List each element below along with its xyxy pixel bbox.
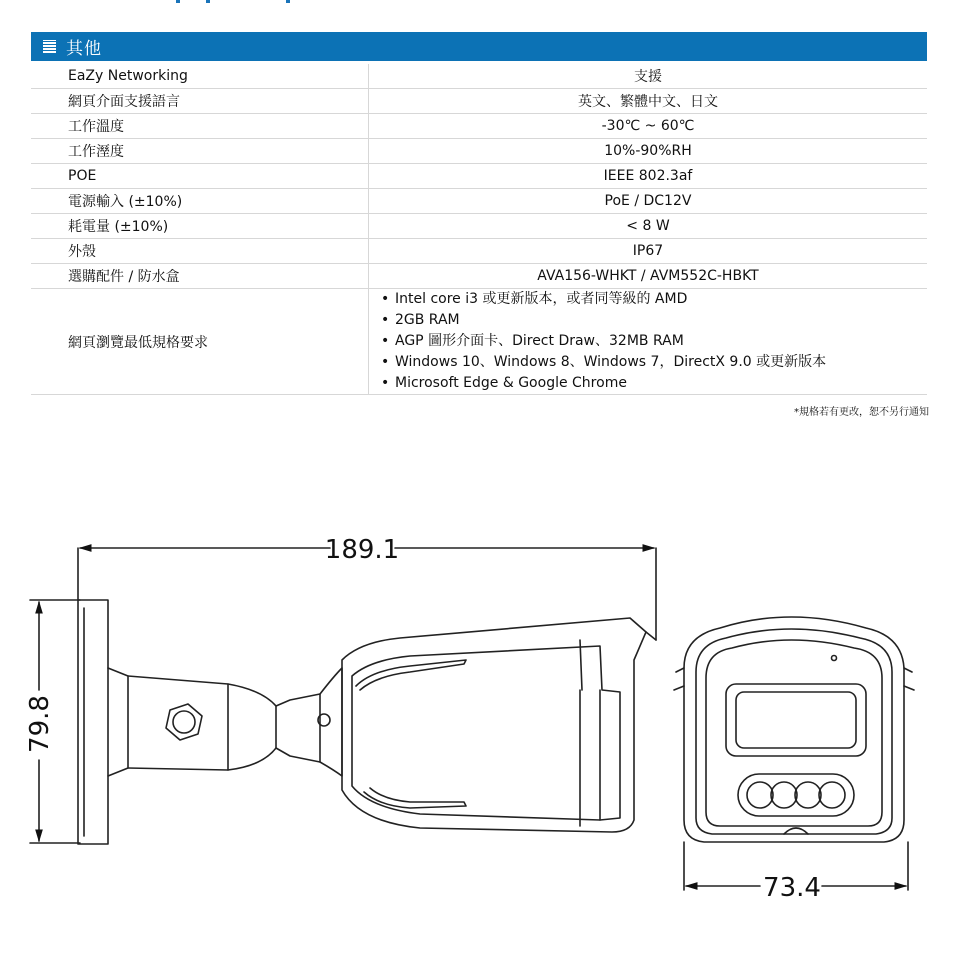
spec-label: 網頁介面支援語言 — [31, 89, 369, 114]
requirements-list — [369, 289, 927, 394]
table-row — [31, 264, 927, 289]
list-item: • Windows 10、Windows 8、Windows 7，DirectX 9.0 或更新版本 — [381, 352, 927, 373]
footnote: *規格若有更改，恕不另行通知 — [794, 407, 929, 418]
section-title: 其他 — [66, 39, 102, 59]
spec-value: IEEE 802.3af — [369, 164, 928, 189]
spec-value: AVA156-WHKT / AVM552C-HBKT — [369, 264, 928, 289]
list-item: • 2GB RAM — [381, 310, 927, 331]
spec-value — [369, 289, 928, 395]
spec-label: 耗電量 (±10%) — [31, 214, 369, 239]
spec-label: EaZy Networking — [31, 64, 369, 89]
top-accent-line — [176, 0, 296, 3]
spec-label: POE — [31, 164, 369, 189]
table-row — [31, 114, 927, 139]
spec-value: -30℃ ~ 60℃ — [369, 114, 928, 139]
table-row — [31, 139, 927, 164]
spec-value: 10%-90%RH — [369, 139, 928, 164]
camera-front-view — [674, 617, 914, 842]
length-dimension-label: 189.1 — [324, 535, 400, 565]
list-item: • Intel core i3 或更新版本，或者同等級的 AMD — [381, 289, 927, 310]
list-item: • Microsoft Edge & Google Chrome — [381, 373, 927, 394]
spec-table — [31, 64, 927, 395]
table-row-browser-requirements — [31, 289, 927, 395]
width-dimension-label: 73.4 — [763, 873, 821, 903]
spec-value: 支援 — [369, 64, 928, 89]
table-row — [31, 89, 927, 114]
spec-label: 外殼 — [31, 239, 369, 264]
table-row — [31, 64, 927, 89]
spec-value: IP67 — [369, 239, 928, 264]
spec-label: 選購配件 / 防水盒 — [31, 264, 369, 289]
spec-value: < 8 W — [369, 214, 928, 239]
striped-square-icon — [43, 40, 56, 53]
spec-label: 工作溼度 — [31, 139, 369, 164]
spec-value: PoE / DC12V — [369, 189, 928, 214]
spec-label: 網頁瀏覽最低規格要求 — [31, 289, 369, 395]
spec-value: 英文、繁體中文、日文 — [369, 89, 928, 114]
camera-dimension-drawing — [0, 440, 960, 960]
section-header — [31, 32, 927, 61]
height-dimension-label: 79.8 — [25, 695, 55, 753]
spec-label: 工作溫度 — [31, 114, 369, 139]
table-row — [31, 164, 927, 189]
list-item: • AGP 圖形介面卡、Direct Draw、32MB RAM — [381, 331, 927, 352]
table-row — [31, 239, 927, 264]
camera-side-view — [78, 600, 656, 844]
table-row — [31, 189, 927, 214]
table-row — [31, 214, 927, 239]
spec-label: 電源輸入 (±10%) — [31, 189, 369, 214]
